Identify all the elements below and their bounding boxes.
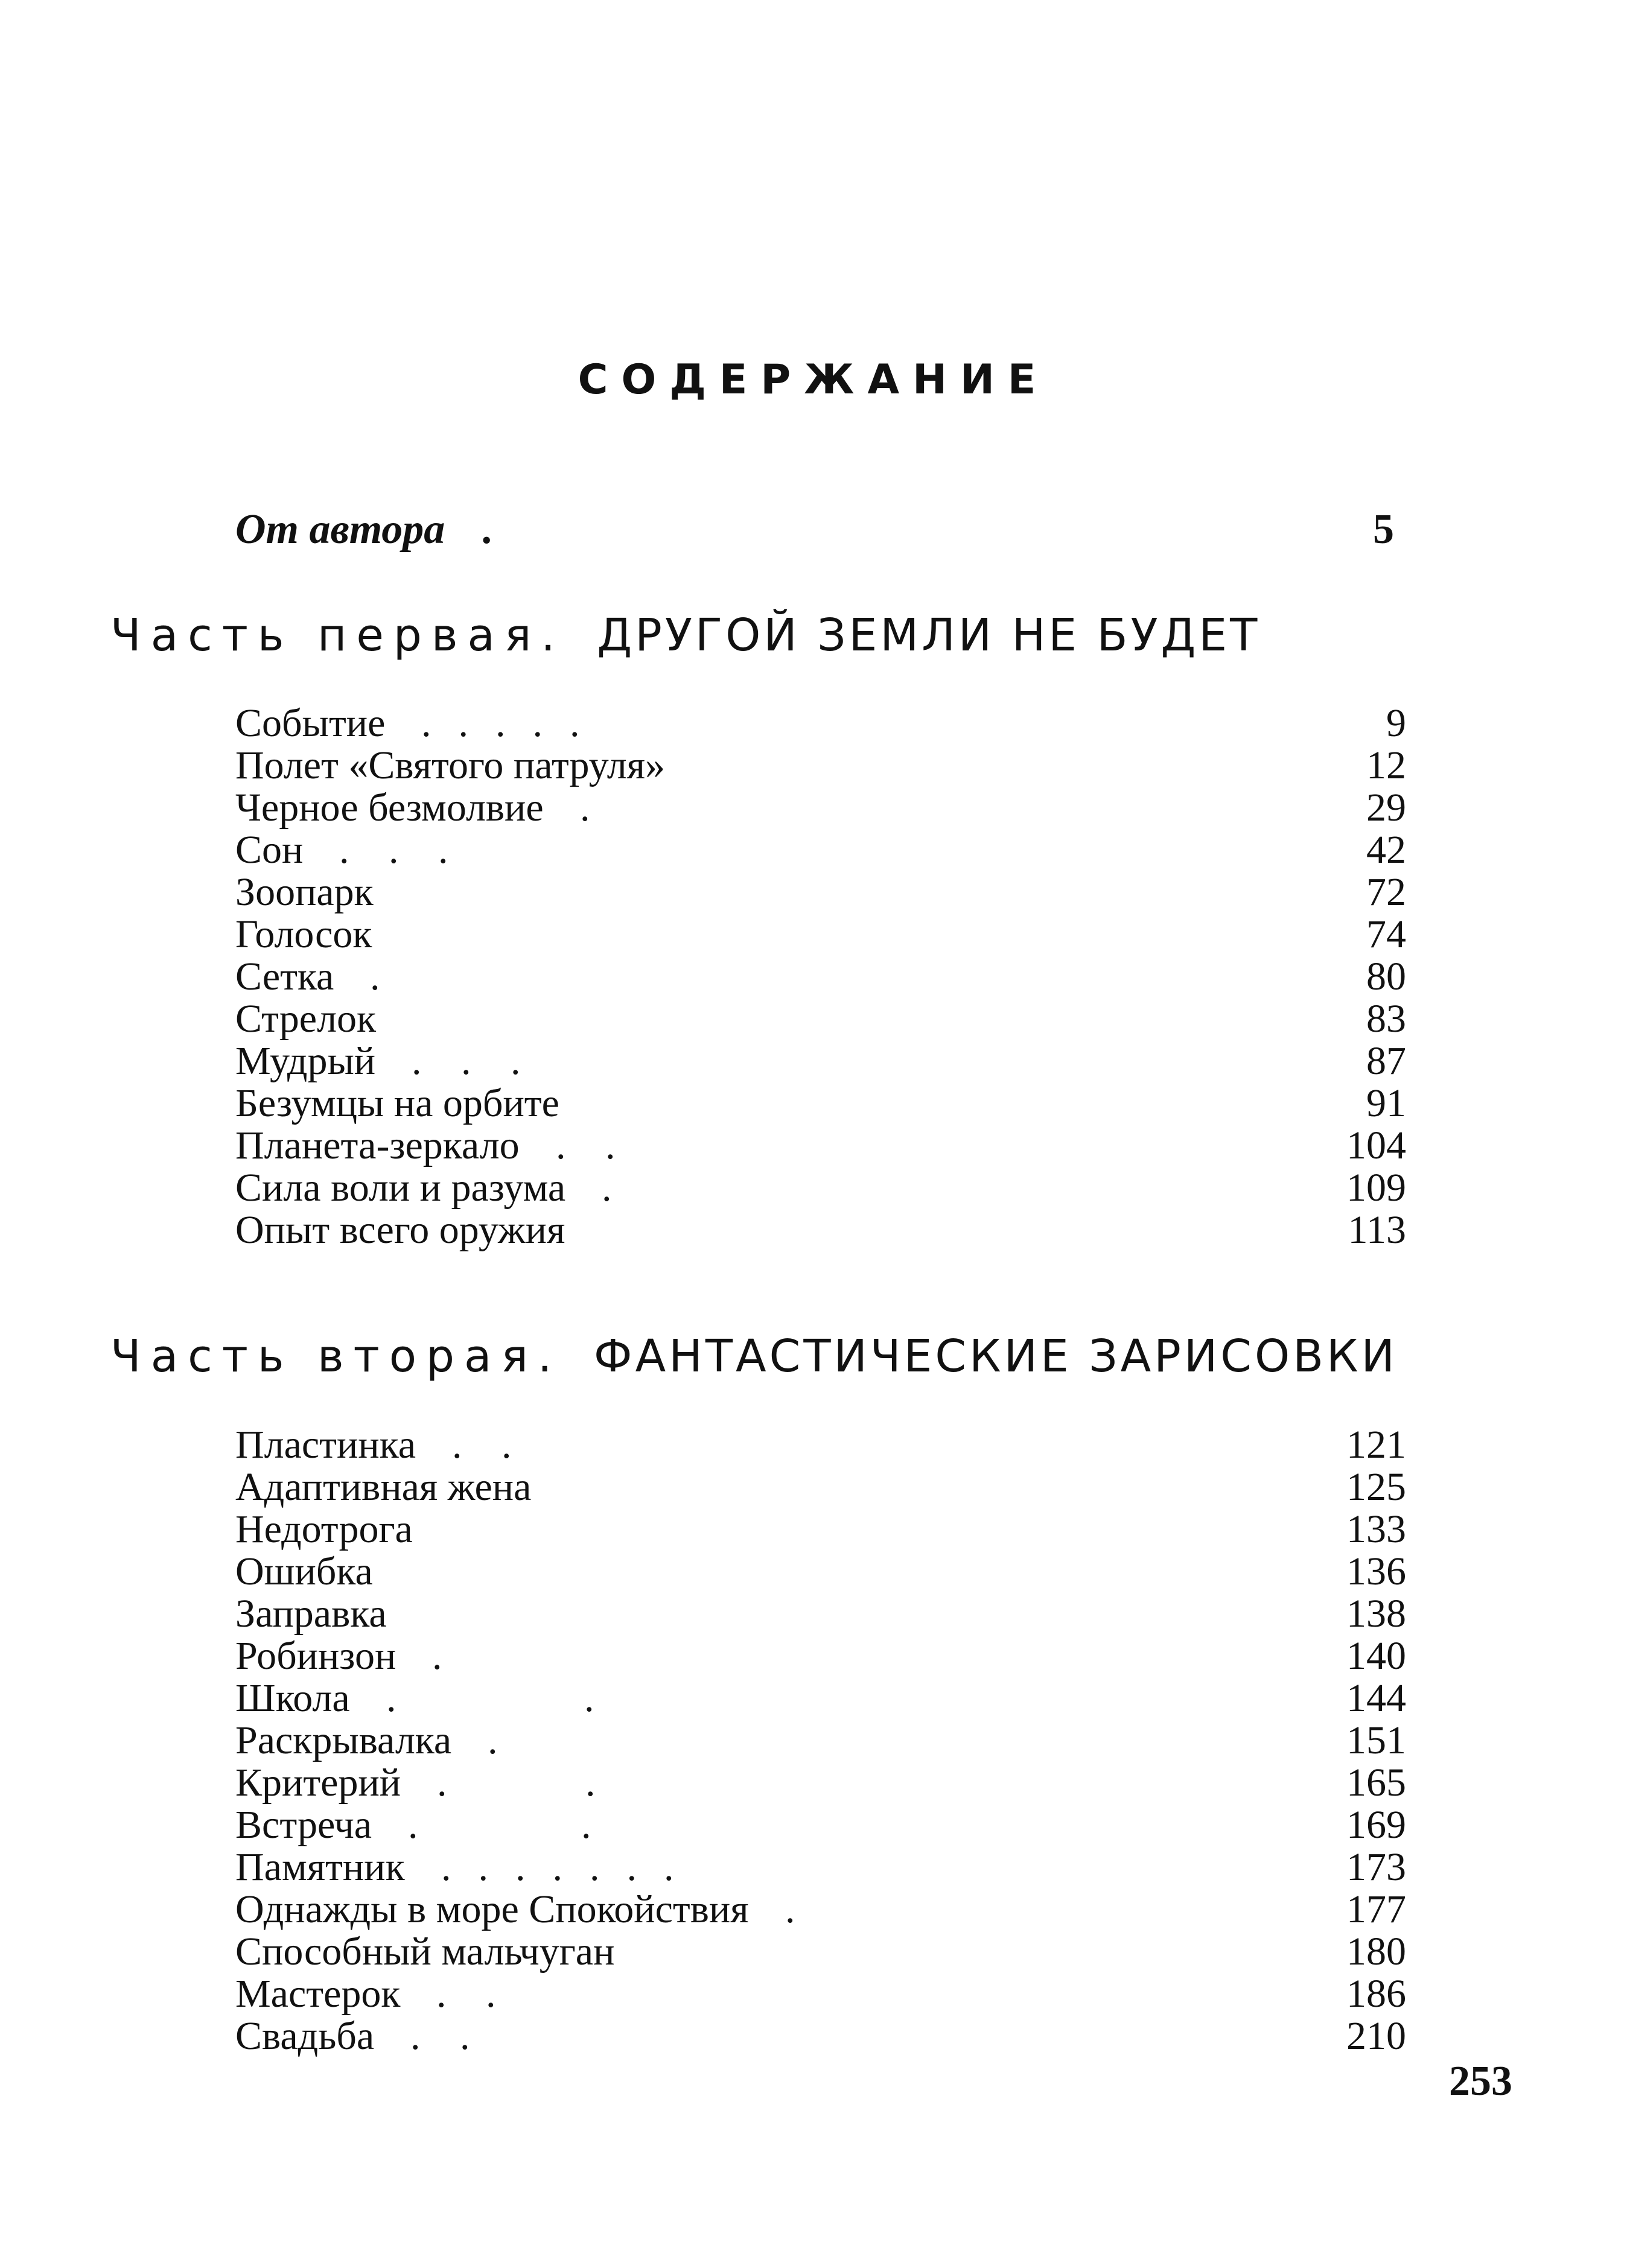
entry-title: Полет «Святого патруля» — [235, 743, 666, 787]
entry-title: Критерий — [235, 1761, 401, 1805]
entry-title: Адаптивная жена — [235, 1465, 532, 1509]
preface-title: От автора — [235, 506, 445, 553]
page-number: 210 — [1346, 2014, 1406, 2058]
toc-entry[interactable] — [235, 913, 1406, 956]
page-number: 42 — [1366, 828, 1406, 872]
entry-title: Зоопарк — [235, 870, 374, 914]
dot-leader: . — [370, 955, 383, 999]
toc-entry[interactable] — [235, 2015, 1406, 2057]
toc-entry[interactable] — [235, 1677, 1406, 1720]
part-label: Часть вторая. — [110, 1330, 562, 1382]
dot-leader: . . — [410, 2014, 473, 2058]
toc-entry[interactable] — [235, 1167, 1406, 1209]
page-number: 177 — [1346, 1887, 1406, 1931]
toc-entry[interactable] — [235, 1762, 1406, 1804]
page-number: 87 — [1366, 1039, 1406, 1083]
entry-title: Пластинка — [235, 1423, 416, 1467]
page-number: 138 — [1346, 1592, 1406, 1636]
page-number: 9 — [1386, 701, 1406, 745]
toc-entry[interactable] — [235, 1635, 1406, 1677]
entry-title: Робинзон — [235, 1634, 396, 1678]
toc-entry[interactable] — [235, 1973, 1406, 2015]
page-number: 180 — [1346, 1930, 1406, 1974]
part-name: ДРУГОЙ ЗЕМЛИ НЕ БУДЕТ — [597, 609, 1261, 661]
dot-leader: . . — [556, 1123, 618, 1167]
entry-title: Ошибка — [235, 1549, 373, 1593]
page-number: 29 — [1366, 786, 1406, 830]
dot-leader: . . — [386, 1676, 597, 1720]
toc-entry[interactable] — [235, 1424, 1406, 1466]
page-number: 12 — [1366, 743, 1406, 787]
toc-entry[interactable] — [235, 956, 1406, 998]
toc-entry[interactable] — [235, 871, 1406, 913]
dot-leader: . — [488, 1718, 500, 1762]
entry-title: Стрелок — [235, 997, 377, 1041]
toc-entry[interactable] — [235, 1931, 1406, 1973]
toc-entry[interactable] — [235, 1804, 1406, 1846]
page-number: 5 — [1373, 506, 1394, 553]
toc-entry[interactable] — [235, 787, 1406, 829]
dot-leader: . . . — [339, 828, 451, 872]
entry-title: Недотрога — [235, 1507, 413, 1551]
toc-entry[interactable] — [235, 1040, 1406, 1082]
page-number: 91 — [1366, 1081, 1406, 1125]
entry-title: Раскрывалка — [235, 1718, 452, 1762]
page-number: 121 — [1346, 1423, 1406, 1467]
toc-entry[interactable] — [235, 829, 1406, 871]
page-number: 80 — [1366, 955, 1406, 999]
entry-title: Безумцы на орбите — [235, 1081, 559, 1125]
entry-title: Мудрый — [235, 1039, 376, 1083]
entry-title: Планета-зеркало — [235, 1123, 520, 1167]
entry-title: Свадьба — [235, 2014, 375, 2058]
part-name: ФАНТАСТИЧЕСКИЕ ЗАРИСОВКИ — [593, 1330, 1398, 1382]
entry-title: Заправка — [235, 1592, 387, 1636]
toc-entry[interactable] — [235, 1888, 1406, 1931]
toc-entry[interactable] — [235, 1466, 1406, 1508]
page-number: 186 — [1346, 1972, 1406, 2016]
page-number: 133 — [1346, 1507, 1406, 1551]
entry-title: Способный мальчуган — [235, 1930, 615, 1974]
page-number: 83 — [1366, 997, 1406, 1041]
dot-leader: . — [785, 1887, 798, 1931]
page-number: 74 — [1366, 912, 1406, 956]
dot-leader: . . . . . . . — [441, 1845, 677, 1889]
toc-entry[interactable] — [235, 1209, 1406, 1251]
toc-entry[interactable] — [235, 998, 1406, 1040]
entry-title: Голосок — [235, 912, 372, 956]
entry-title: Школа — [235, 1676, 350, 1720]
part-two-entries — [235, 1424, 1406, 2057]
entry-title: Однажды в море Спокойствия — [235, 1887, 749, 1931]
toc-entry[interactable] — [235, 745, 1406, 787]
toc-entry[interactable] — [235, 702, 1406, 745]
dot-leader: . . . — [412, 1039, 523, 1083]
dot-leader: . — [580, 786, 593, 830]
page-number: 113 — [1348, 1208, 1406, 1252]
part-one-heading — [110, 609, 1260, 661]
toc-entry[interactable] — [235, 1082, 1406, 1125]
toc-entry[interactable] — [235, 1593, 1406, 1635]
page-number: 169 — [1346, 1803, 1406, 1847]
dot-leader: . . — [437, 1761, 598, 1805]
dot-leader: . — [483, 506, 494, 553]
entry-title: Встреча — [235, 1803, 372, 1847]
page-number: 144 — [1346, 1676, 1406, 1720]
page-number: 140 — [1346, 1634, 1406, 1678]
part-one-entries — [235, 702, 1406, 1251]
entry-title: Опыт всего оружия — [235, 1208, 565, 1252]
page-number: 136 — [1346, 1549, 1406, 1593]
dot-leader: . — [432, 1634, 445, 1678]
dot-leader: . . — [452, 1423, 514, 1467]
page-number: 173 — [1346, 1845, 1406, 1889]
page-number: 151 — [1346, 1718, 1406, 1762]
entry-title: Сон — [235, 828, 304, 872]
page-number: 125 — [1346, 1465, 1406, 1509]
toc-entry[interactable] — [235, 1720, 1406, 1762]
entry-title: Событие — [235, 701, 386, 745]
contents-heading: СОДЕРЖАНИЕ — [578, 356, 1049, 404]
part-label: Часть первая. — [110, 609, 565, 661]
entry-title: Сила воли и разума — [235, 1166, 566, 1210]
page-number: 104 — [1346, 1123, 1406, 1167]
page-folio: 253 — [1449, 2058, 1512, 2104]
dot-leader: . . — [408, 1803, 594, 1847]
entry-title: Сетка — [235, 955, 334, 999]
page-number: 165 — [1346, 1761, 1406, 1805]
entry-title: Черное безмолвие — [235, 786, 544, 830]
toc-entry[interactable] — [235, 1551, 1406, 1593]
toc-entry[interactable] — [235, 1508, 1406, 1551]
toc-entry[interactable] — [235, 1125, 1406, 1167]
page-number: 72 — [1366, 870, 1406, 914]
dot-leader: . . — [436, 1972, 498, 2016]
toc-entry-preface[interactable] — [235, 506, 1394, 566]
page-number: 109 — [1346, 1166, 1406, 1210]
part-two-heading — [110, 1330, 1398, 1382]
toc-entry[interactable] — [235, 1846, 1406, 1888]
entry-title: Памятник — [235, 1845, 405, 1889]
dot-leader: . — [602, 1166, 614, 1210]
dot-leader: . . . . . — [421, 701, 582, 745]
entry-title: Мастерок — [235, 1972, 401, 2016]
